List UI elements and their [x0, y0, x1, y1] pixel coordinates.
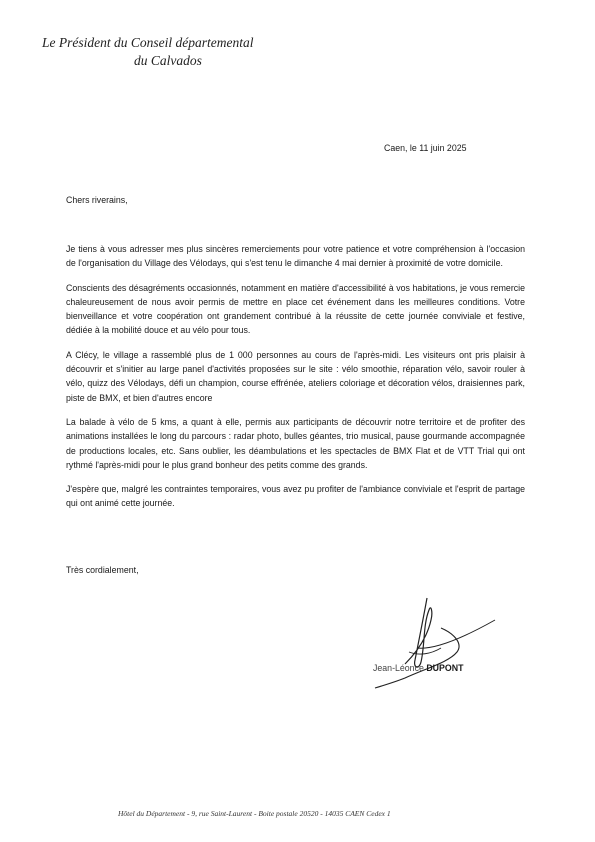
- paragraph-3: A Clécy, le village a rassemblé plus de 1 000 personnes au cours de l'après-midi. Les visiteurs ont pris plaisir à découvrir et s'initier au large panel d'activités proposées sur le site : vélo smoothie, réparation vélo, savoir rouler à vélo, quizz des Vélodays, défi un champion, course effrénée, ateliers coloriage et décoration vélos, draisiennes park, piste de BMX, et bien d'autres encore: [66, 349, 525, 403]
- letterhead-subtitle: du Calvados: [134, 53, 202, 68]
- letter-body: [66, 242, 525, 521]
- letterhead-title: Le Président du Conseil départemental: [42, 35, 254, 50]
- handwritten-signature: [345, 590, 505, 690]
- paragraph-1: Je tiens à vous adresser mes plus sincères remerciements pour votre patience et votre compréhension à l'occasion de l'organisation du Village des Vélodays, qui s'est tenu le dimanche 4 mai dernier à proximité de votre domicile.: [66, 244, 525, 269]
- signer-last-name: DUPONT: [426, 663, 464, 673]
- closing: Très cordialement,: [66, 565, 139, 575]
- signer-first-name: Jean-Léonce: [373, 663, 424, 673]
- letter-date: Caen, le 11 juin 2025: [384, 143, 467, 153]
- paragraph-5: J'espère que, malgré les contraintes temporaires, vous avez pu profiter de l'ambiance conviviale et l'esprit de partage qui ont animé cette journée.: [66, 484, 525, 509]
- paragraph-2: Conscients des désagréments occasionnés, notamment en matière d'accessibilité à vos habitations, je vous remercie chaleureusement de nous avoir permis de mettre en place cet événement dans les meilleures conditions. Votre bienveillance et votre coopération ont grandement contribué à la réussite de cette journée conviviale et festive, dédiée à la mobilité douce et au vélo pour tous.: [66, 282, 525, 336]
- footer-address: Hôtel du Département - 9, rue Saint-Laurent - Boite postale 20520 - 14035 CAEN Cedex 1: [118, 809, 391, 818]
- signer-name: [373, 663, 463, 673]
- letterhead: [42, 34, 342, 70]
- paragraph-4: La balade à vélo de 5 kms, a quant à elle, permis aux participants de découvrir notre territoire et de profiter des animations installées le long du parcours : radar photo, bulles géantes, trio musical, pause gourmande accompagnée de productions locales, etc. Sans oublier, les déambulations et les spectacles de BMX Flat et de VTT Trial qui ont rythmé l'après-midi pour le plus grand bonheur des petits comme des grands.: [66, 416, 525, 470]
- salutation: Chers riverains,: [66, 195, 128, 205]
